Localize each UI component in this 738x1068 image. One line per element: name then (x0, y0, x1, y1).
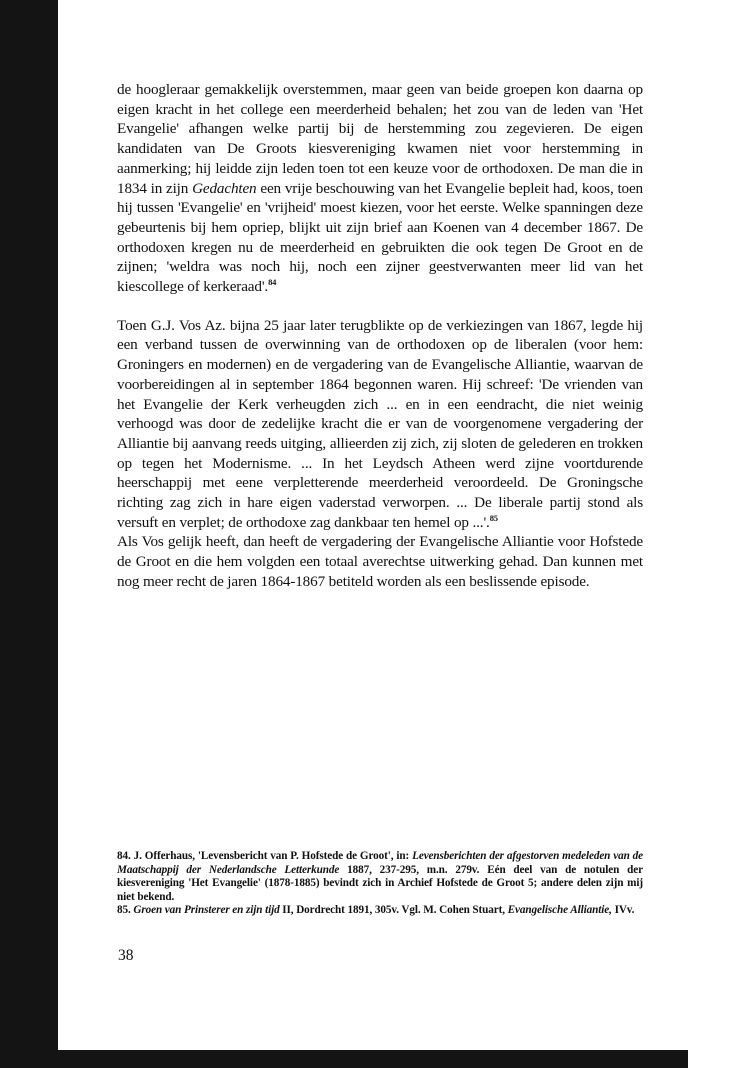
book-title: Gedachten (192, 179, 257, 197)
scan-border-left (0, 0, 58, 1068)
footnotes (117, 850, 643, 918)
paragraph-2: Toen G.J. Vos Az. bijna 25 jaar later terugblikte op de verkiezingen van 1867, legde hij een verband tussen de overwinning van de orthodoxen op de liberalen (voor hem: Groningers en modernen) en de vergadering van de Evangelische Alliantie, waarvan de voorbereidingen al in september 1864 begonnen waren. Hij schreef: 'De vrienden van het Evangelie der Kerk verheugden zich ... en in een eendracht, die niet weinig verhoogd was door de zedelijke kracht die er van de voorgenomene vergadering der Alliantie bij aanvang reeds uitging, allieerden zij zich, zij sloten de gelederen en trokken op tegen het Modernisme. ... In het Leydsch Atheen werd zijne voortdurende heerschappij met eene verpletterende meerderheid veroordeeld. De Groningsche richting zag zich in hare eigen vaderstad verworpen. ... De liberale partij stond als versuft en verplet; de orthodoxe zag dankbaar ten hemel op ...'.$^{85}$ (117, 316, 643, 531)
main-text (117, 80, 643, 592)
page-number: 38 (118, 947, 134, 964)
footnote-84: 84. J. Offerhaus, 'Levensbericht van P. Hofstede de Groot', in: Levensberichten der afgestorven medeleden van de Maatschappij der Nederlandsche Letterkunde 1887, 237-295, m.n. 279v. Eén deel van de notulen der kiesvereniging 'Het Evangelie' (1878-1885) bevindt zich in Archief Hofstede de Groot 5; andere delen zijn mij niet bekend. (117, 850, 643, 903)
paragraph-3: Als Vos gelijk heeft, dan heeft de vergadering der Evangelische Alliantie voor Hofstede de Groot en die hem volgden een totaal averechtse uitwerking gehad. Dan kunnen met nog meer recht de jaren 1864-1867 betiteld worden als een beslissende episode. (117, 533, 643, 590)
scan-border-bottom (0, 1050, 688, 1068)
paragraph-1: de hoogleraar gemakkelijk overstemmen, maar geen van beide groepen kon daarna op eigen kracht in het college een meerderheid behalen; het zou van de leden van 'Het Evangelie' afhangen welke partij bij de herstemming zou zegevieren. De eigen kandidaten van De Groots kiesvereniging kwamen niet voor herstemming in aanmerking; hij leidde zijn leden toen tot een keuze voor de orthodoxen. De man die in 1834 in zijn Gedachten een vrije beschouwing van het Evangelie bepleit had, koos, toen hij tussen 'Evangelie' en 'vrijheid' moest kiezen, voor het eerste. Welke spanningen deze gebeurtenis bij hem opriep, blijkt uit zijn brief aan Koenen van 4 december 1867. De orthodoxen kregen nu de meerderheid en gebruikten die ook tegen De Groot en de zijnen; 'weldra was noch hij, noch een zijner geestverwanten meer lid van het kiescollege of kerkeraad'.$^{84}$ (117, 81, 643, 296)
footnote-ref-85[interactable]: 85 (489, 512, 498, 523)
footnote-85: 85. Groen van Prinsterer en zijn tijd II, Dordrecht 1891, 305v. Vgl. M. Cohen Stuart, Evangelische Alliantie, IVv. (117, 904, 635, 917)
footnote-ref-84[interactable]: 84 (268, 277, 277, 288)
